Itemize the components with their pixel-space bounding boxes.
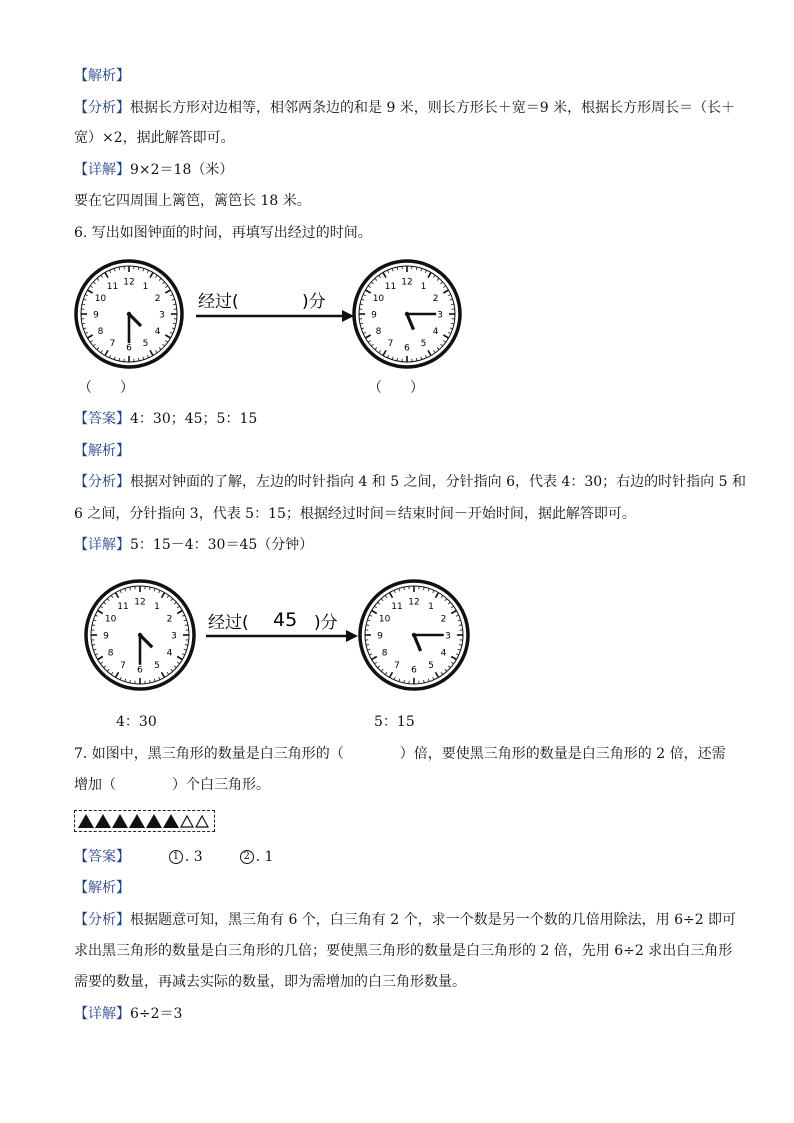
- clock-number: 4: [432, 327, 439, 337]
- clock-number: 4: [440, 648, 447, 659]
- clock-number: 1: [154, 602, 160, 613]
- clock-number: 9: [371, 310, 377, 321]
- clock-number: 3: [159, 310, 165, 321]
- clock-number: 8: [107, 648, 114, 659]
- arrow-label-right: )分: [302, 292, 326, 312]
- jiexi-heading-6: 【解析】: [74, 443, 130, 459]
- clock-number: 12: [123, 277, 135, 288]
- clock-number: 10: [94, 294, 107, 304]
- analysis-7-line1: 【分析】根据题意可知，黑三角有 6 个，白三角有 2 个，求一个数是另一个数的几倍用除法，用 6÷2 即可: [74, 912, 737, 928]
- jiexi-heading-7: 【解析】: [74, 880, 130, 896]
- question-7-line2: 增加（ ）个白三角形。: [74, 777, 270, 793]
- clock-number: 6: [137, 665, 143, 676]
- analysis-7-line3: 需要的数量，再减去实际的数量，即为需增加的白三角形数量。: [74, 974, 466, 990]
- clock-number: 10: [104, 614, 117, 625]
- conclusion-5: 要在它四周围上篱笆，篱笆长 18 米。: [74, 193, 311, 209]
- clock-number: 2: [432, 294, 439, 304]
- clock-right-face: [354, 261, 460, 367]
- clock-number: 7: [394, 660, 400, 671]
- clock-number: 2: [440, 614, 447, 625]
- clock-number: 1: [142, 281, 149, 292]
- clock-number: 1: [420, 281, 427, 292]
- jiexi-heading-5: 【解析】: [74, 68, 130, 84]
- clock-number: 5: [154, 660, 160, 671]
- blank-right-time: （ ）: [368, 380, 424, 396]
- clock-number: 7: [387, 339, 394, 350]
- arrow-label-left: 经过(: [198, 292, 239, 312]
- answer-mark-1: 1: [169, 850, 183, 864]
- clock-number: 3: [171, 631, 177, 642]
- arrow-solution-label-right: )分: [314, 613, 338, 633]
- detail-6: 【详解】5：15－4：30＝45（分钟）: [74, 537, 314, 553]
- white-triangle: [180, 815, 194, 828]
- black-triangle: [163, 814, 179, 828]
- blank-left-time: （ ）: [78, 380, 134, 396]
- question-6: 6. 写出如图钟面的时间，再填写出经过的时间。: [74, 225, 372, 241]
- arrow-solution: [206, 609, 358, 642]
- detail-5: 【详解】9×2＝18（米）: [74, 162, 234, 178]
- clock-solution-right-face: [360, 581, 468, 689]
- analysis-6-line1: 【分析】根据对钟面的了解，左边的时针指向 4 和 5 之间，分针指向 6，代表 4：30；右边的时针指向 5 和: [74, 474, 746, 490]
- analysis-7-line2: 求出黑三角形的数量是白三角形的几倍；要使黑三角形的数量是白三角形的 2 倍，先用 6÷2 求出白三角形: [74, 943, 733, 959]
- clock-solution-left-face: [86, 581, 194, 689]
- clock-number: 2: [154, 294, 161, 304]
- filled-minutes: 45: [273, 609, 298, 631]
- clock-number: 2: [166, 614, 173, 625]
- clock-number: 8: [97, 327, 104, 337]
- analysis-5-line2: 宽）×2，据此解答即可。: [74, 130, 235, 146]
- clock-number: 7: [109, 339, 116, 350]
- clock-number: 6: [404, 343, 410, 354]
- clock-number: 10: [378, 614, 391, 625]
- clock-number: 4: [166, 648, 173, 659]
- clock-number: 9: [93, 310, 99, 321]
- clock-number: 3: [445, 631, 451, 642]
- clock-figure-question: [70, 255, 470, 375]
- clock-number: 11: [117, 602, 129, 613]
- clock-number: 8: [381, 648, 388, 659]
- clock-number: 3: [437, 310, 443, 321]
- detail-7: 【详解】6÷2＝3: [74, 1006, 183, 1022]
- clock-number: 9: [103, 631, 109, 642]
- answer-mark-2: 2: [240, 850, 254, 864]
- clock-number: 7: [120, 660, 126, 671]
- clock-number: 9: [377, 631, 383, 642]
- black-triangle: [129, 814, 145, 828]
- black-triangle: [112, 814, 128, 828]
- question-7-line1: 7. 如图中，黑三角形的数量是白三角形的（ ）倍，要使黑三角形的数量是白三角形的 2 倍，还需: [74, 746, 726, 762]
- clock-number: 12: [408, 597, 420, 608]
- analysis-5-line1: 【分析】根据长方形对边相等，相邻两条边的和是 9 米，则长方形长＋宽＝9 米，根据长方形周长＝（长＋: [74, 100, 736, 116]
- clock-number: 8: [375, 327, 382, 337]
- black-triangle: [95, 814, 111, 828]
- clock-number: 4: [154, 327, 161, 337]
- clock-figure-solution: [80, 578, 480, 698]
- clock-number: 11: [391, 602, 403, 613]
- clock-number: 1: [428, 602, 434, 613]
- white-triangle: [195, 815, 209, 828]
- clock-number: 11: [384, 281, 397, 292]
- clock-number: 5: [420, 339, 427, 350]
- clock-number: 12: [134, 597, 146, 608]
- answer-7: 【答案】 1 . 3 2 . 1: [74, 849, 274, 865]
- analysis-6-line2: 6 之间，分针指向 3，代表 5：15；根据经过时间＝结束时间－开始时间，据此解答即可。: [74, 506, 636, 522]
- time-left-label: 4：30: [116, 714, 157, 730]
- arrow-passed-time: [196, 292, 354, 322]
- clock-number: 6: [411, 665, 417, 676]
- black-triangle: [78, 814, 94, 828]
- clock-number: 5: [142, 339, 149, 350]
- clock-left-face: [76, 261, 182, 367]
- clock-number: 10: [372, 294, 385, 304]
- clock-number: 5: [428, 660, 434, 671]
- triangle-row: [74, 810, 215, 832]
- clock-number: 11: [106, 281, 119, 292]
- clock-number: 12: [401, 277, 413, 288]
- time-right-label: 5：15: [374, 714, 415, 730]
- black-triangle: [146, 814, 162, 828]
- answer-6: 【答案】4：30；45；5：15: [74, 411, 258, 427]
- clock-number: 6: [126, 343, 132, 354]
- arrow-solution-label-left: 经过(: [208, 613, 249, 633]
